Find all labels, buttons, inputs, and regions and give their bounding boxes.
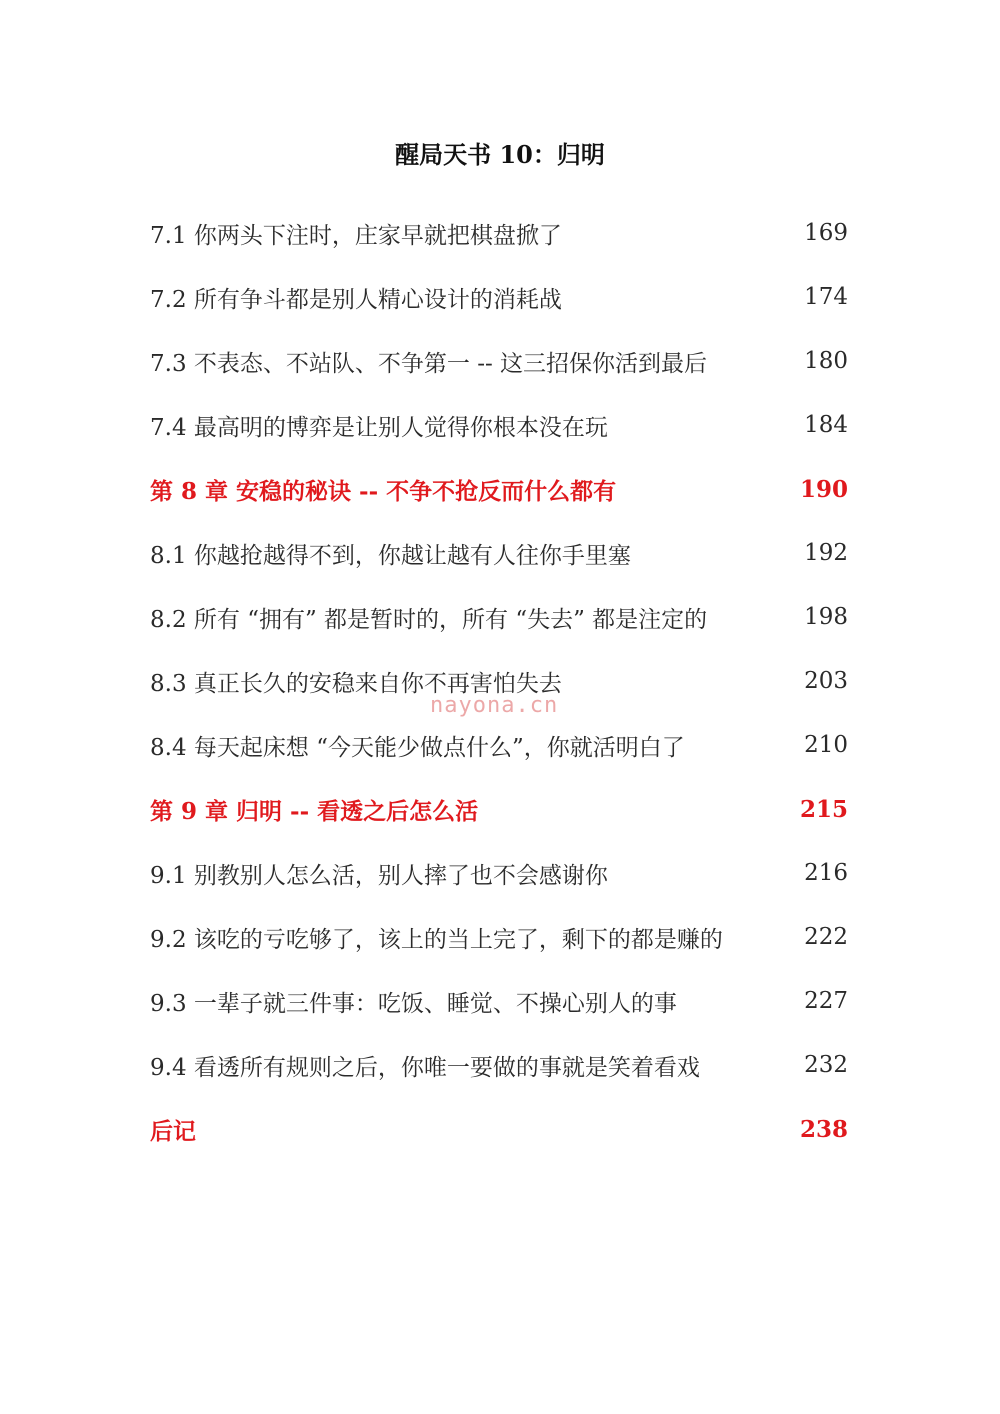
toc-afterword[interactable] (150, 1097, 850, 1161)
toc-page-number: 180 (804, 348, 848, 374)
toc-page-number: 174 (804, 284, 848, 310)
toc-chapter-8[interactable] (150, 457, 850, 521)
toc-chapter-text: 第 8 章 安稳的秘诀 -- 不争不抢反而什么都有 (150, 477, 617, 505)
toc-entry-7-4[interactable] (150, 393, 850, 457)
toc-page-number: 216 (804, 860, 848, 886)
toc-page-number: 192 (804, 540, 848, 566)
watermark-text: nayona.cn (430, 693, 559, 718)
toc-entry-7-1[interactable] (150, 201, 850, 265)
toc-entry-8-2[interactable] (150, 585, 850, 649)
toc-page-number: 227 (804, 988, 848, 1014)
toc-page-number: 210 (804, 732, 848, 758)
toc-entry-text: 7.3 不表态、不站队、不争第一 -- 这三招保你活到最后 (150, 350, 708, 377)
toc-page-number: 238 (799, 1115, 848, 1143)
toc-entry-text: 7.1 你两头下注时，庄家早就把棋盘掀了 (150, 222, 562, 249)
toc-entry-text: 8.3 真正长久的安稳来自你不再害怕失去 (150, 670, 562, 697)
toc-page-number: 190 (799, 475, 848, 503)
toc-page-number: 203 (804, 668, 848, 694)
toc-entry-9-3[interactable] (150, 969, 850, 1033)
toc-entry-text: 9.2 该吃的亏吃够了，该上的当上完了，剩下的都是赚的 (150, 926, 723, 953)
toc-page-number: 198 (804, 604, 848, 630)
toc-page-number: 215 (799, 795, 848, 823)
toc-entry-text: 8.2 所有 “拥有” 都是暂时的，所有 “失去” 都是注定的 (150, 606, 708, 633)
toc-entry-8-4[interactable] (150, 713, 850, 777)
toc-entry-8-1[interactable] (150, 521, 850, 585)
toc-entry-text: 9.3 一辈子就三件事：吃饭、睡觉、不操心别人的事 (150, 990, 677, 1017)
toc-page-number: 184 (804, 412, 848, 438)
toc-entry-text: 8.4 每天起床想 “今天能少做点什么”，你就活明白了 (150, 734, 685, 761)
toc-page-number: 232 (804, 1052, 848, 1078)
document-title: 醒局天书 10：归明 (395, 140, 605, 169)
table-of-contents (150, 201, 850, 1161)
toc-entry-text: 9.1 别教别人怎么活，别人摔了也不会感谢你 (150, 862, 608, 889)
toc-entry-7-2[interactable] (150, 265, 850, 329)
toc-entry-text: 7.2 所有争斗都是别人精心设计的消耗战 (150, 286, 562, 313)
toc-chapter-text: 第 9 章 归明 -- 看透之后怎么活 (150, 797, 479, 825)
toc-entry-9-2[interactable] (150, 905, 850, 969)
toc-entry-text: 8.1 你越抢越得不到，你越让越有人往你手里塞 (150, 542, 631, 569)
toc-entry-text: 7.4 最高明的博弈是让别人觉得你根本没在玩 (150, 414, 608, 441)
toc-entry-7-3[interactable] (150, 329, 850, 393)
toc-chapter-text: 后记 (150, 1117, 196, 1145)
toc-chapter-9[interactable] (150, 777, 850, 841)
toc-entry-9-1[interactable] (150, 841, 850, 905)
toc-page-number: 169 (804, 220, 848, 246)
toc-entry-text: 9.4 看透所有规则之后，你唯一要做的事就是笑着看戏 (150, 1054, 700, 1081)
toc-page-number: 222 (804, 924, 848, 950)
toc-entry-9-4[interactable] (150, 1033, 850, 1097)
